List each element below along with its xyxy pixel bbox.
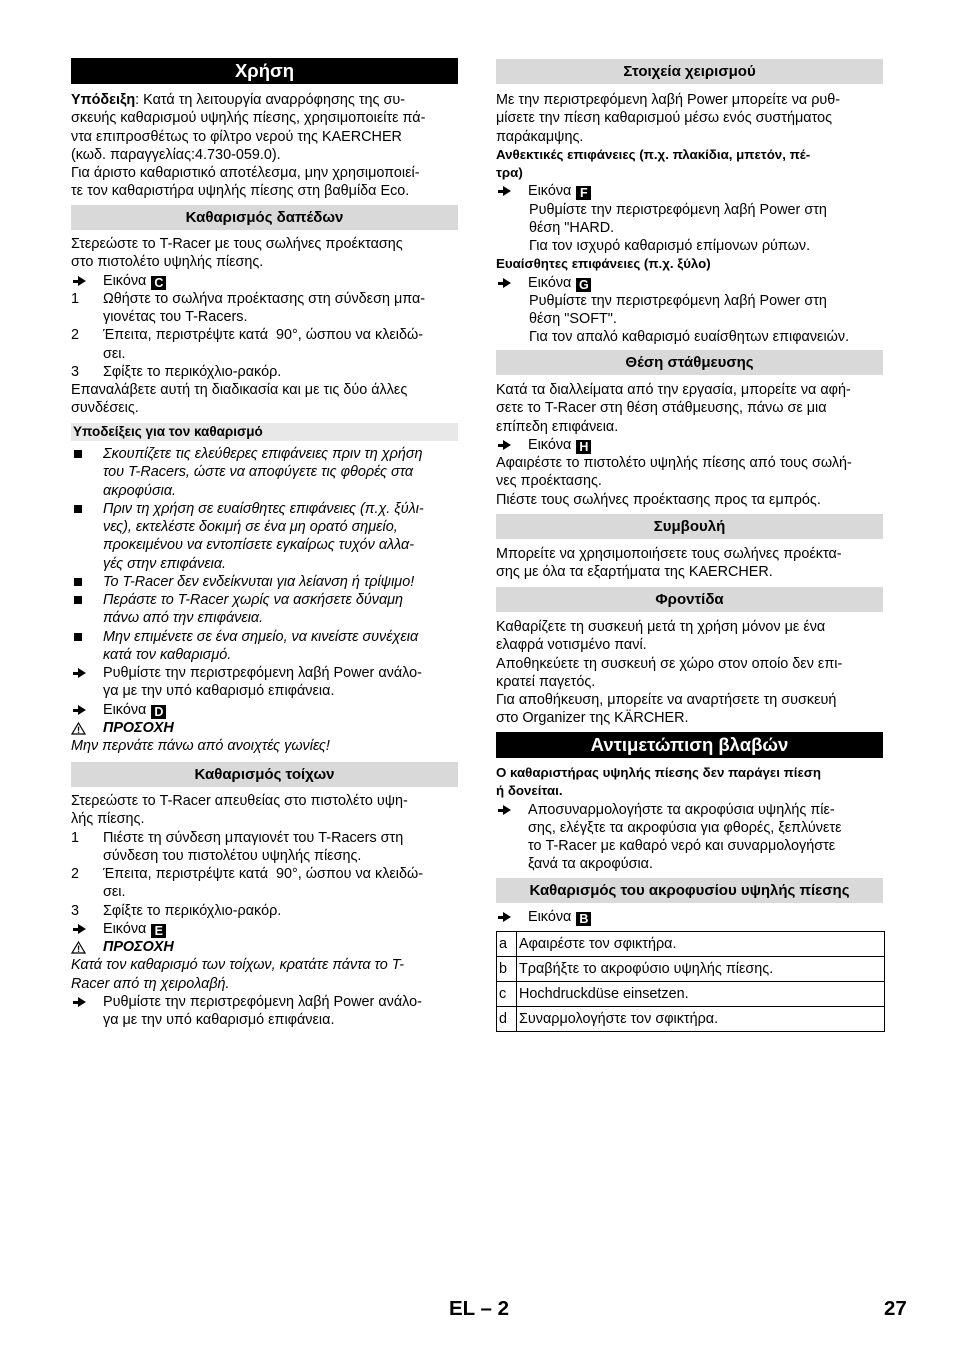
arrow-icon	[498, 440, 511, 451]
list-item	[71, 573, 458, 591]
usage-content	[71, 91, 458, 201]
figure-letter-badge: H	[576, 440, 591, 454]
adjust-instruction	[71, 664, 458, 701]
step-text: Έπειτα, περιστρέψτε κατά 90°, ώσπου να κλειδώ- σει.	[103, 866, 424, 901]
section-title-troubleshooting: Αντιμετώπιση βλαβών	[496, 732, 883, 758]
caution-label: ΠΡΟΣΟΧΗ	[103, 719, 174, 736]
list-item	[71, 591, 458, 628]
row-text: Τραβήξτε το ακροφύσιο υψηλής πίεσης.	[517, 957, 885, 982]
remedy-instruction	[496, 801, 883, 874]
controls-intro: Με την περιστρεφόμενη λαβή Power μπορείτε να ρυθ- μίσετε την πίεση καθαρισμού μέσω ενός συστήματος παράκαμψης.	[496, 92, 841, 145]
arrow-icon	[73, 997, 86, 1008]
hard-surfaces-text: Ρυθμίστε την περιστρεφόμενη λαβή Power στη θέση "HARD. Για τον ισχυρό καθαρισμό επίμονων ρύπων.	[529, 201, 827, 254]
adjust-instruction	[71, 993, 458, 1030]
step-text: Σφίξτε το περικόχλιο-ρακόρ.	[103, 363, 282, 380]
wall-figure-ref	[71, 920, 458, 938]
arrow-icon	[498, 186, 511, 197]
figure-label: Εικόνα	[528, 909, 572, 925]
list-item	[71, 445, 458, 500]
note-text: : Κατά τη λειτουργία αναρρόφησης της συ- σκευής καθαρισμού υψηλής πίεσης, χρησιμοποιείτε πά- ντα επιπροσθέτως το φίλτρο νερού της KAERCHER (κωδ. παραγγελίας:4.730-059.0).	[71, 92, 426, 163]
figure-letter-badge: D	[151, 705, 166, 719]
arrow-icon	[73, 705, 86, 716]
row-text: Hochdruckdüse einsetzen.	[517, 982, 885, 1007]
step-text: Ωθήστε το σωλήνα προέκτασης στη σύνδεση μπα- γιονέτας του T-Racers.	[103, 290, 426, 325]
floor-figure-ref	[71, 272, 458, 290]
figure-label: Εικόνα	[528, 436, 572, 453]
figure-label: Εικόνα	[103, 272, 147, 289]
care-store-text: Αποθηκεύετε τη συσκευή σε χώρο στον οποίο δεν επι- κρατεί παγετός.	[496, 655, 843, 690]
advice-content	[496, 545, 883, 582]
section-title-parking: Θέση στάθμευσης	[496, 350, 883, 375]
remedy-text: Αποσυναρμολογήστε τα ακροφύσια υψηλής πίε- σης, ελέγξτε τα ακροφύσια για φθορές, ξεπλύνετε το T-Racer με καθαρό νερό και συναρμολογήστε ξανά τα ακροφύσια.	[528, 801, 842, 873]
table-row	[497, 932, 885, 957]
section-title-nozzle-cleaning: Καθαρισμός του ακροφυσίου υψηλής πίεσης	[496, 878, 883, 903]
adjust-text: Ρυθμίστε την περιστρεφόμενη λαβή Power ανάλο- γα με την υπό καθαρισμό επιφάνεια.	[103, 665, 422, 700]
parking-content	[496, 381, 883, 509]
bullet-icon	[74, 505, 82, 513]
floor-intro: Στερεώστε το T-Racer με τους σωλήνες προέκτασης στο πιστολέτο υψηλής πίεσης.	[71, 236, 403, 271]
nozzle-steps-table	[496, 931, 885, 1032]
figure-letter-badge: C	[151, 276, 166, 290]
table-row	[497, 1007, 885, 1032]
bullet-icon	[74, 596, 82, 604]
eco-note: Για άριστο καθαριστικό αποτέλεσμα, μην χρησιμοποιεί- τε τον καθαριστήρα υψηλής πίεσης στη βαθμίδα Eco.	[71, 165, 420, 200]
note-label: Υπόδειξη	[71, 92, 136, 108]
step-number: 2	[71, 866, 80, 882]
section-title-wall-cleaning: Καθαρισμός τοίχων	[71, 762, 458, 787]
controls-content	[496, 91, 883, 347]
step-item	[71, 865, 458, 902]
caution-label: ΠΡΟΣΟΧΗ	[103, 939, 174, 955]
figure-letter-badge: F	[576, 186, 591, 200]
bullet-text: Πριν τη χρήση σε ευαίσθητες επιφάνειες (π.χ. ξύλι- νες), εκτελέστε δοκιμή σε ένα μη ορατό σημείο, προκειμένου να εντοπίσετε εγκαίρως τυχόν αλλα- γές στην επιφάνεια.	[103, 500, 424, 572]
step-number: 3	[71, 363, 80, 380]
parking-push-text: Πιέστε τους σωλήνες προέκτασης προς τα εμπρός.	[496, 491, 821, 508]
arrow-icon	[498, 912, 511, 923]
footer-page-number: 27	[884, 1297, 907, 1320]
figure-label: Εικόνα	[103, 920, 147, 937]
bullet-text: Περάστε το T-Racer χωρίς να ασκήσετε δύναμη πάνω από την επιφάνεια.	[103, 592, 404, 627]
section-title-controls: Στοιχεία χειρισμού	[496, 59, 883, 84]
parking-figure-ref	[496, 436, 883, 454]
nozzle-figure-ref	[496, 908, 883, 926]
floor-content	[71, 235, 458, 418]
footer-section-label: EL – 2	[449, 1297, 510, 1320]
step-text: Πιέστε τη σύνδεση μπαγιονέτ του T-Racers στη σύνδεση του πιστολέτου υψηλής πίεσης.	[103, 829, 404, 864]
step-text: Έπειτα, περιστρέψτε κατά 90°, ώσπου να κλειδώ- σει.	[103, 327, 424, 362]
caution-heading	[71, 938, 458, 956]
step-item	[71, 290, 458, 327]
warning-icon	[71, 722, 86, 735]
parking-intro: Κατά τα διαλλείματα από την εργασία, μπορείτε να αφή- σετε το T-Racer στη θέση στάθμευσης, πάνω σε μια επίπεδη επιφάνεια.	[496, 382, 851, 435]
caution-heading	[71, 719, 458, 737]
list-item	[71, 628, 458, 665]
hard-surfaces-heading: Ανθεκτικές επιφάνειες (π.χ. πλακίδια, μπετόν, πέ- τρα)	[496, 146, 811, 180]
row-text: Αφαιρέστε τον σφικτήρα.	[517, 932, 885, 957]
section-title-floor-cleaning: Καθαρισμός δαπέδων	[71, 205, 458, 230]
soft-figure-ref	[496, 274, 883, 292]
section-title-advice: Συμβουλή	[496, 514, 883, 539]
soft-surfaces-heading: Ευαίσθητες επιφάνειες (π.χ. ξύλο)	[496, 256, 711, 272]
figure-letter-badge: B	[576, 912, 591, 926]
soft-surfaces-text: Ρυθμίστε την περιστρεφόμενη λαβή Power στη θέση "SOFT". Για τον απαλό καθαρισμό ευαίσθητων επιφανειών.	[529, 292, 850, 346]
step-number: 1	[71, 290, 80, 307]
row-key: a	[497, 932, 517, 957]
figure-label: Εικόνα	[528, 183, 572, 200]
arrow-icon	[498, 278, 511, 289]
figure-letter-badge: G	[576, 278, 591, 292]
bullet-text: Μην επιμένετε σε ένα σημείο, να κινείστε συνέχεια κατά τον καθαρισμό.	[103, 628, 419, 663]
figure-label: Εικόνα	[528, 274, 572, 291]
row-key: b	[497, 957, 517, 982]
arrow-icon	[73, 668, 86, 679]
row-key: d	[497, 1007, 517, 1032]
subsection-title-cleaning-tips: Υποδείξεις για τον καθαρισμό	[71, 423, 458, 441]
care-hang-text: Για αποθήκευση, μπορείτε να αναρτήσετε τη συσκευή στο Organizer της KÄRCHER.	[496, 692, 837, 727]
hard-figure-ref	[496, 182, 883, 200]
warning-icon	[71, 941, 86, 954]
bullet-text: Σκουπίζετε τις ελεύθερες επιφάνειες πριν τη χρήση του T-Racers, ώστε να αποφύγετε τις φθορές στα ακροφύσια.	[103, 446, 423, 499]
table-row	[497, 982, 885, 1007]
tips-content	[71, 445, 458, 755]
troubleshooting-content	[496, 764, 883, 874]
tips-figure-ref	[71, 701, 458, 719]
step-text: Σφίξτε το περικόχλιο-ρακόρ.	[103, 902, 282, 919]
bullet-text: Το T-Racer δεν ενδείκνυται για λείανση ή τρίψιμο!	[103, 573, 415, 590]
nozzle-content	[496, 908, 883, 926]
wall-intro: Στερεώστε το T-Racer απευθείας στο πιστολέτο υψη- λής πίεσης.	[71, 793, 408, 828]
arrow-icon	[498, 805, 511, 816]
list-item	[71, 500, 458, 573]
floor-repeat-note: Επαναλάβετε αυτή τη διαδικασία και με τις δύο άλλες συνδέσεις.	[71, 382, 408, 417]
table-row	[497, 957, 885, 982]
bullet-icon	[74, 633, 82, 641]
usage-note	[71, 91, 458, 164]
step-item	[71, 326, 458, 363]
step-item	[71, 829, 458, 866]
step-number: 1	[71, 829, 80, 846]
section-title-usage: Χρήση	[71, 58, 458, 84]
parking-remove-text: Αφαιρέστε το πιστολέτο υψηλής πίεσης από τους σωλή- νες προέκτασης.	[496, 455, 852, 490]
adjust-text: Ρυθμίστε την περιστρεφόμενη λαβή Power ανάλο- γα με την υπό καθαρισμό επιφάνεια.	[103, 993, 422, 1028]
row-key: c	[497, 982, 517, 1007]
advice-text: Μπορείτε να χρησιμοποιήσετε τους σωλήνες προέκτα- σης με όλα τα εξαρτήματα της KAERCHER.	[496, 546, 842, 581]
step-item	[71, 363, 458, 381]
row-text: Συναρμολογήστε τον σφικτήρα.	[517, 1007, 885, 1032]
step-item	[71, 902, 458, 920]
bullet-icon	[74, 450, 82, 458]
arrow-icon	[73, 276, 86, 287]
care-clean-text: Καθαρίζετε τη συσκευή μετά τη χρήση μόνον με ένα ελαφρά νοτισμένο πανί.	[496, 619, 826, 654]
wall-content	[71, 792, 458, 1029]
step-number: 3	[71, 902, 80, 919]
problem-heading: Ο καθαριστήρας υψηλής πίεσης δεν παράγει πίεση ή δονείται.	[496, 765, 821, 799]
care-content	[496, 618, 883, 728]
section-title-care: Φροντίδα	[496, 587, 883, 612]
arrow-icon	[73, 924, 86, 935]
caution-text: Μην περνάτε πάνω από ανοιχτές γωνίες!	[71, 738, 330, 754]
caution-text: Κατά τον καθαρισμό των τοίχων, κρατάτε πάντα το T- Racer από τη χειρολαβή.	[71, 957, 404, 992]
bullet-icon	[74, 578, 82, 586]
figure-letter-badge: E	[151, 924, 166, 938]
step-number: 2	[71, 327, 80, 344]
figure-label: Εικόνα	[103, 701, 147, 718]
